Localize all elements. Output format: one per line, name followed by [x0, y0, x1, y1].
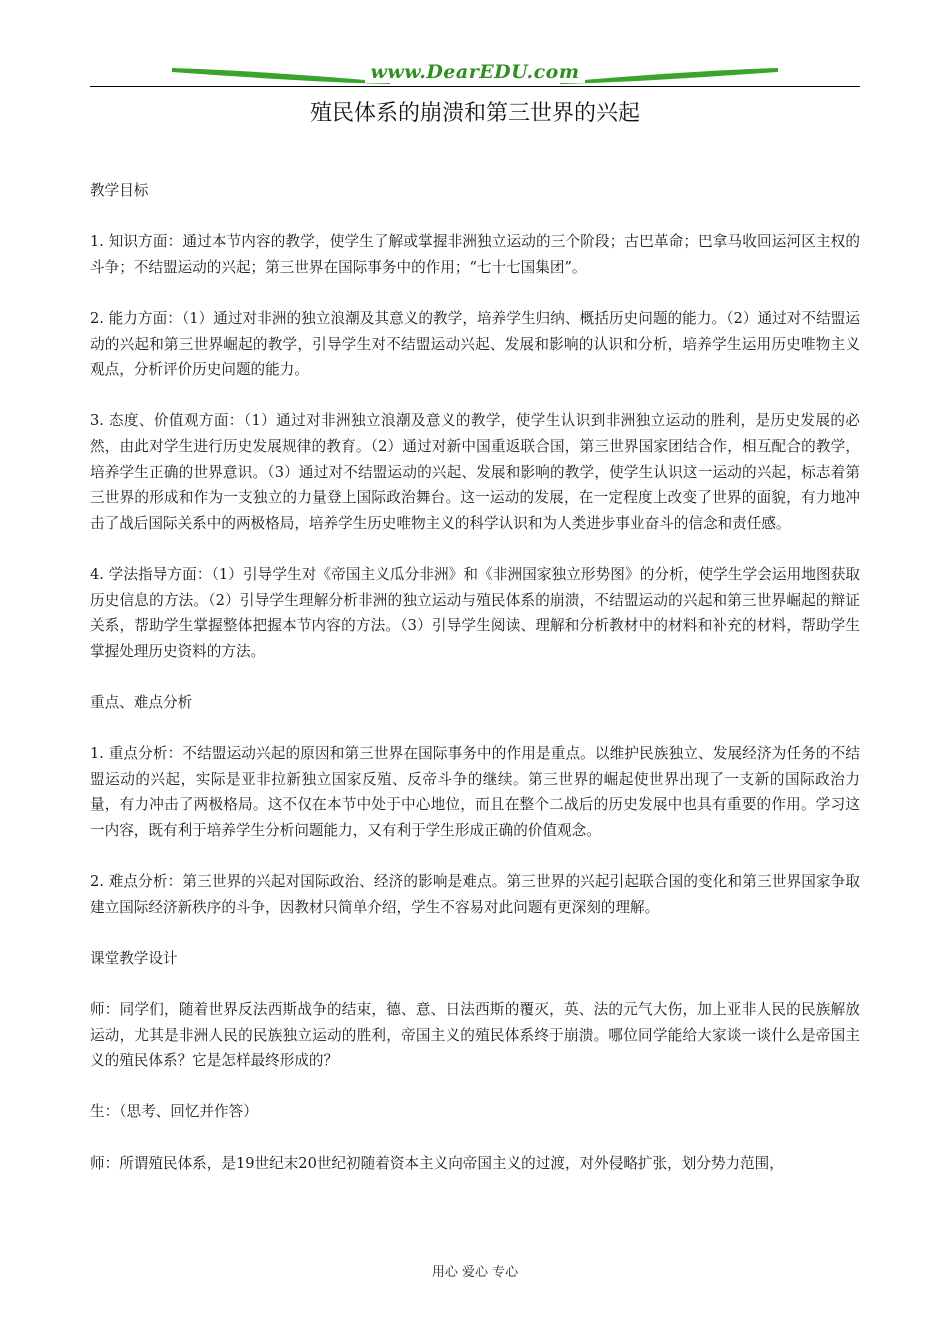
- paragraph-knowledge: 1. 知识方面：通过本节内容的教学，使学生了解或掌握非洲独立运动的三个阶段；古巴革命；巴拿马收回运河区主权的斗争；不结盟运动的兴起；第三世界在国际事务中的作用；“七十七国集团”。: [90, 233, 860, 276]
- site-logo-text: www.DearEDU.com: [365, 61, 586, 83]
- paragraph-teacher-2: 师：所谓殖民体系，是19世纪末20世纪初随着资本主义向帝国主义的过渡，对外侵略扩张，划分势力范围，: [90, 1154, 784, 1172]
- paragraph-attitude: 3. 态度、价值观方面：（1）通过对非洲独立浪潮及意义的教学，使学生认识到非洲独立运动的胜利，是历史发展的必然，由此对学生进行历史发展规律的教育。（2）通过对新中国重返联合国，第三世界国家团结合作，相互配合的教学，培养学生正确的世界意识。（3）通过对不结盟运动的兴起、发展和影响的教学，使学生认识这一运动的兴起，标志着第三世界的形成和作为一支独立的力量登上国际政治舞台。这一运动的发展，在一定程度上改变了世界的面貌，有力地冲击了战后国际关系中的两极格局，培养学生历史唯物主义的科学认识和为人类进步事业奋斗的信念和责任感。: [90, 412, 860, 532]
- page-footer: 用心 爱心 专心: [431, 1265, 519, 1280]
- paragraph-method: 4. 学法指导方面：（1）引导学生对《帝国主义瓜分非洲》和《非洲国家独立形势图》的分析，使学生学会运用地图获取历史信息的方法。（2）引导学生理解分析非洲的独立运动与殖民体系的崩溃，不结盟运动的兴起和第三世界崛起的辩证关系，帮助学生掌握整体把握本节内容的方法。（3）引导学生阅读、理解和分析教材中的材料和补充的材料，帮助学生掌握处理历史资料的方法。: [90, 565, 860, 660]
- section-heading-key-points: 重点、难点分析: [90, 693, 193, 711]
- page-header: [90, 58, 860, 90]
- paragraph-teacher-1: 师：同学们，随着世界反法西斯战争的结束，德、意、日法西斯的覆灭，英、法的元气大伤，加上亚非人民的民族解放运动，尤其是非洲人民的民族独立运动的胜利，帝国主义的殖民体系终于崩溃。哪位同学能给大家谈一谈什么是帝国主义的殖民体系？它是怎样最终形成的？: [90, 1001, 860, 1070]
- section-heading-objectives: 教学目标: [90, 182, 149, 199]
- page-title: 殖民体系的崩溃和第三世界的兴起: [309, 101, 640, 126]
- paragraph-difficulty: 2. 难点分析：第三世界的兴起对国际政治、经济的影响是难点。第三世界的兴起引起联合国的变化和第三世界国家争取建立国际经济新秩序的斗争，因教材只简单介绍，学生不容易对此问题有更深刻的理解。: [90, 873, 860, 916]
- section-heading-design: 课堂教学设计: [90, 949, 178, 967]
- header-divider: [90, 86, 860, 87]
- paragraph-key-point: 1. 重点分析：不结盟运动兴起的原因和第三世界在国际事务中的作用是重点。以维护民族独立、发展经济为任务的不结盟运动的兴起，实际是亚非拉新独立国家反殖、反帝斗争的继续。第三世界的崛起使世界出现了一支新的国际政治力量，有力冲击了两极格局。这不仅在本节中处于中心地位，而且在整个二战后的历史发展中也具有重要的作用。学习这一内容，既有利于培养学生分析问题能力，又有利于学生形成正确的价值观念。: [90, 745, 860, 839]
- paragraph-ability: 2. 能力方面：（1）通过对非洲的独立浪潮及其意义的教学，培养学生归纳、概括历史问题的能力。（2）通过对不结盟运动的兴起和第三世界崛起的教学，引导学生对不结盟运动兴起、发展和影响的认识和分析，培养学生运用历史唯物主义观点，分析评价历史问题的能力。: [90, 309, 860, 379]
- document-body: [90, 178, 860, 1202]
- paragraph-student-1: 生：（思考、回忆并作答）: [90, 1103, 258, 1121]
- site-logo[interactable]: [90, 61, 860, 83]
